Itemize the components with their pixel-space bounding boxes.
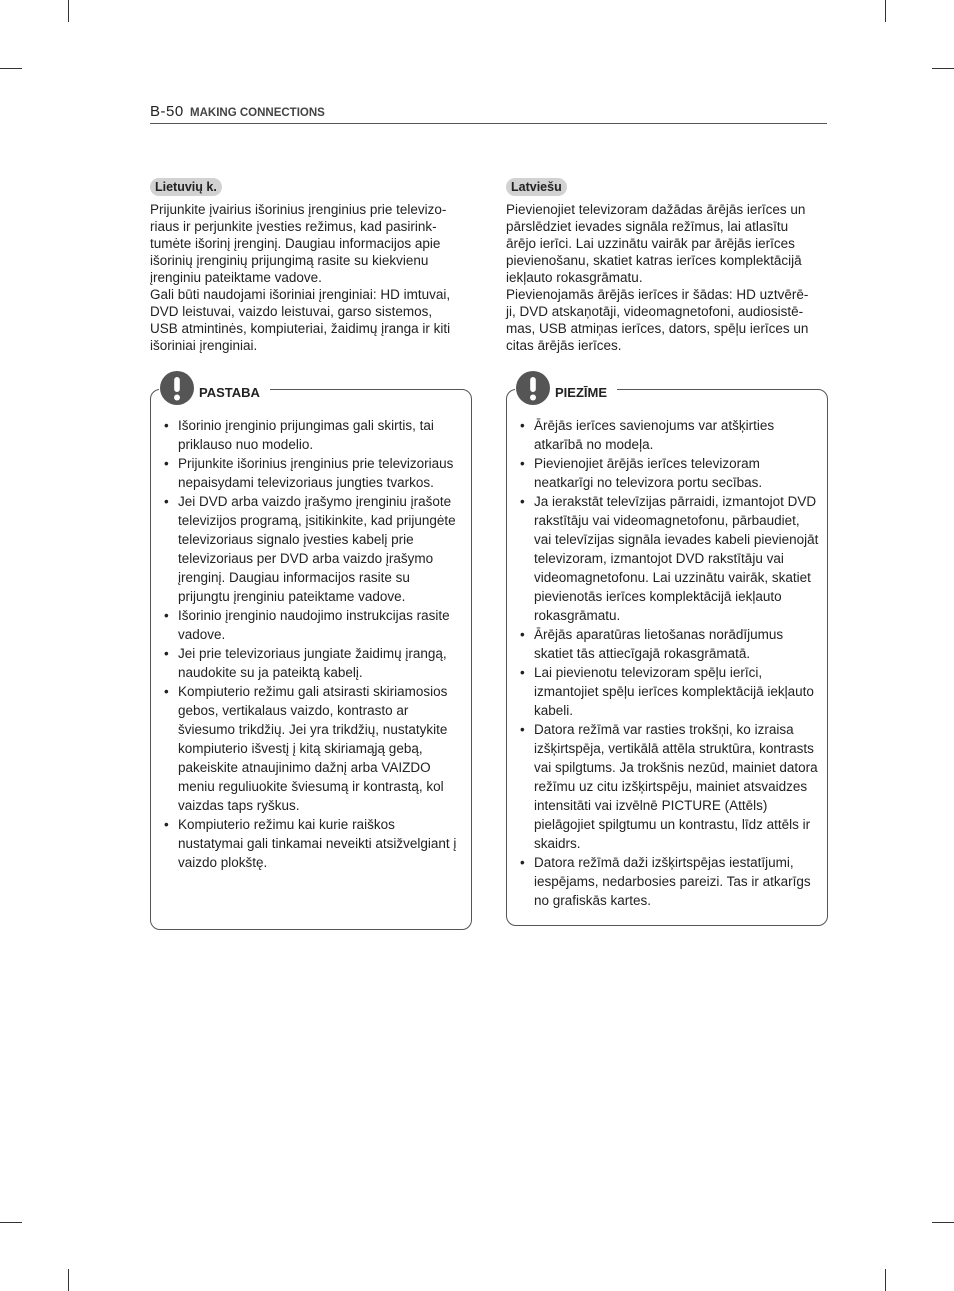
list-item: • Jei prie televizoriaus jungiate žaidimų įrangą, naudokite su ja pateiktą kabelį. — [163, 644, 463, 682]
list-item: • Kompiuterio režimu gali atsirasti skiriamosios gebos, vertikalaus vaizdo, kontrasto ar šviesumo trikdžių. Jei yra trikdžių, nustatykite kompiuterio išvestį į kitą skiriamąją gebą, pakeiskite atnaujinimo dažnį arba VAIZDO meniu reguliuokite šviesumą ir kontrastą, kol vaizdas taps ryškus. — [163, 682, 463, 815]
list-item: • Lai pievienotu televizoram spēļu ierīci, izmantojiet spēļu ierīces komplektācijā iekļauto kabeli. — [519, 663, 819, 720]
exclamation-icon — [515, 370, 551, 406]
note-box-lithuanian — [150, 385, 472, 930]
crop-mark — [885, 0, 886, 22]
crop-mark — [0, 68, 22, 69]
crop-mark — [0, 1222, 22, 1223]
list-item: • Pievienojiet ārējās ierīces televizoram neatkarīgi no televizora portu secības. — [519, 454, 819, 492]
list-item: • Jei DVD arba vaizdo įrašymo įrenginiu įrašote televizijos programą, įsitikinkite, kad prijungėte televizoriaus signalo įvesties kabelį prie televizoriaus per DVD arba vaizdo įrašymo įrenginį. Daugiau informacijos rasite su prijungtu įrenginiu pateiktame vadove. — [163, 492, 463, 606]
list-item: • Ārējās aparatūras lietošanas norādījumus skatiet tās attiecīgajā rokasgrāmatā. — [519, 625, 819, 663]
page-number: B-50 — [150, 103, 184, 120]
page-header — [150, 103, 827, 124]
list-item: • Prijunkite išorinius įrenginius prie televizoriaus nepaisydami televizoriaus jungties tvarkos. — [163, 454, 463, 492]
latvian-column — [506, 178, 826, 354]
note-heading — [159, 366, 270, 406]
list-item: • Ja ierakstāt televīzijas pārraidi, izmantojot DVD rakstītāju vai videomagnetofonu, pārbaudiet, vai televīzijas signāla ievades kabeli pievienojāt televizoram, izmantojot DVD rakstītāju vai videomagnetofonu. Lai uzzinātu vairāk, skatiet pievienotās ierīces komplektācijā iekļauto rokasgrāmatu. — [519, 492, 819, 625]
list-item: • Išorinio įrenginio naudojimo instrukcijas rasite vadove. — [163, 606, 463, 644]
crop-mark — [68, 0, 69, 22]
intro-paragraph-lithuanian: Prijunkite įvairius išorinius įrenginius prie televizo- riaus ir perjunkite įvesties režimus, kad pasirink- tumėte išorinį įrenginį. Daugiau informacijos apie išorinių įrenginių prijungimą rasite su kiekvienu įrenginiu pateiktame vadove. Gali būti naudojami išoriniai įrenginiai: HD imtuvai, DVD leistuvai, vaizdo leistuvai, garso sistemos, USB atmintinės, kompiuteriai, žaidimų įranga ir kiti išoriniai įrenginiai. — [150, 202, 451, 353]
section-title: MAKING CONNECTIONS — [190, 107, 325, 119]
note-heading — [515, 366, 617, 406]
language-label-lithuanian: Lietuvių k. — [150, 178, 222, 196]
exclamation-icon — [159, 370, 195, 406]
crop-mark — [932, 1222, 954, 1223]
list-item: • Datora režīmā var rasties trokšņi, ko izraisa izšķirtspēja, vertikālā attēla struktūra, kontrasts vai spilgtums. Ja trokšnis nezūd, mainiet datora režīmu uz citu izšķirtspēju, mainiet atsvaidzes intensitāti vai izvēlnē PICTURE (Attēls) pielāgojiet spilgtumu un kontrastu, līdz attēls ir skaidrs. — [519, 720, 819, 853]
crop-mark — [885, 1269, 886, 1291]
crop-mark — [68, 1269, 69, 1291]
list-item: • Išorinio įrenginio prijungimas gali skirtis, tai priklauso nuo modelio. — [163, 416, 463, 454]
language-label-latvian: Latviešu — [506, 178, 567, 196]
list-item: • Ārējās ierīces savienojums var atšķirties atkarībā no modeļa. — [519, 416, 819, 454]
note-box-latvian — [506, 385, 828, 926]
crop-mark — [932, 68, 954, 69]
note-list — [163, 416, 463, 872]
note-label: PIEZĪME — [555, 385, 608, 400]
list-item: • Kompiuterio režimu kai kurie raiškos nustatymai gali tinkamai neveikti atsižvelgiant į vaizdo plokštę. — [163, 815, 463, 872]
note-label: PASTABA — [199, 385, 260, 400]
note-list — [519, 416, 819, 910]
intro-paragraph-latvian: Pievienojiet televizoram dažādas ārējās ierīces un pārslēdziet ievades signāla režīmus, lai atlasītu ārējo ierīci. Lai uzzinātu vairāk par ārējās ierīces pievienošanu, skatiet katras ierīces komplektācijā iekļauto rokasgrāmatu. Pievienojamās ārējās ierīces ir šādas: HD uztvērē- ji, DVD atskaņotāji, videomagnetofoni, audiosistē- mas, USB atmiņas ierīces, dators, spēļu ierīces un citas ārējās ierīces. — [506, 202, 809, 353]
lithuanian-column — [150, 178, 470, 354]
list-item: • Datora režīmā daži izšķirtspējas iestatījumi, iespējams, nedarbosies pareizi. Tas ir atkarīgs no grafiskās kartes. — [519, 853, 819, 910]
